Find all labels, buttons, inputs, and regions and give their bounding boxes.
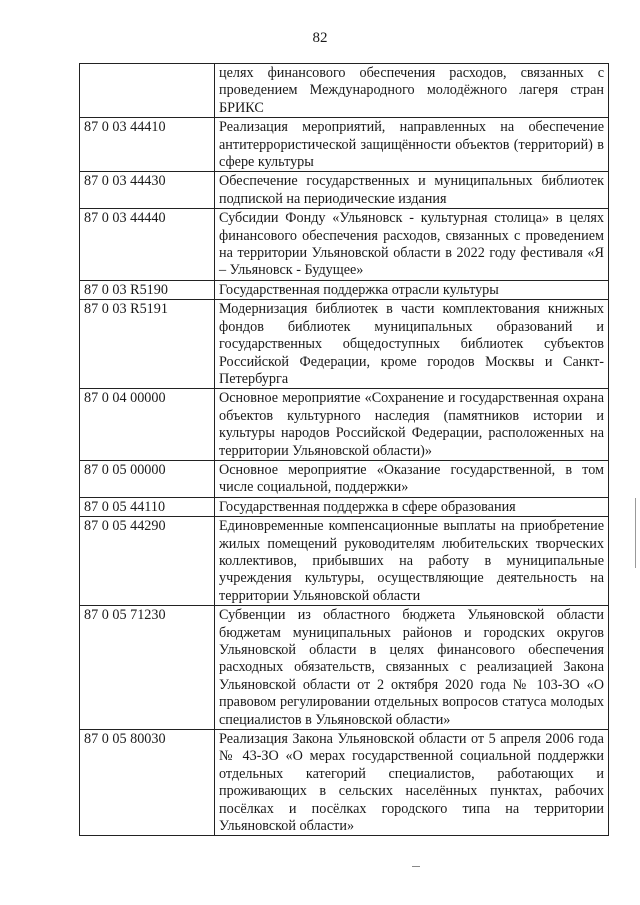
code-cell: 87 0 04 00000 <box>80 389 215 461</box>
table-row <box>80 209 609 281</box>
code-cell: 87 0 03 R5190 <box>80 280 215 299</box>
description-cell: Реализация Закона Ульяновской области от 5 апреля 2006 года № 43-ЗО «О мерах государственной социальной поддержки отдельных категорий специалистов, работающих и проживающих в сельских населённых пунктах, рабочих посёлках и посёлках городского типа на территории Ульяновской области» <box>215 730 609 836</box>
table-row <box>80 172 609 209</box>
table-row <box>80 389 609 461</box>
table-row <box>80 300 609 389</box>
table-row <box>80 64 609 118</box>
code-cell: 87 0 05 00000 <box>80 460 215 497</box>
code-cell: 87 0 05 71230 <box>80 606 215 730</box>
table-row <box>80 460 609 497</box>
description-cell: Государственная поддержка в сфере образования <box>215 497 609 516</box>
code-cell: 87 0 05 80030 <box>80 730 215 836</box>
table-row <box>80 517 609 606</box>
table-row <box>80 606 609 730</box>
code-cell: 87 0 03 R5191 <box>80 300 215 389</box>
table-row <box>80 497 609 516</box>
code-cell: 87 0 05 44290 <box>80 517 215 606</box>
scan-artifact-dot <box>412 866 420 867</box>
description-cell: целях финансового обеспечения расходов, связанных с проведением Международного молодёжного лагеря стран БРИКС <box>215 64 609 118</box>
description-cell: Государственная поддержка отрасли культуры <box>215 280 609 299</box>
description-cell: Обеспечение государственных и муниципальных библиотек подпиской на периодические издания <box>215 172 609 209</box>
description-cell: Модернизация библиотек в части комплектования книжных фондов библиотек муниципальных образований и государственных общедоступных библиотек субъектов Российской Федерации, кроме городов Москвы и Санкт-Петербурга <box>215 300 609 389</box>
page-number: 82 <box>312 30 328 46</box>
table-row <box>80 118 609 172</box>
budget-code-table <box>79 63 609 836</box>
description-cell: Реализация мероприятий, направленных на обеспечение антитеррористической защищённости объектов (территорий) в сфере культуры <box>215 118 609 172</box>
code-cell: 87 0 05 44110 <box>80 497 215 516</box>
code-cell: 87 0 03 44440 <box>80 209 215 281</box>
code-cell: 87 0 03 44430 <box>80 172 215 209</box>
description-cell: Субсидии Фонду «Ульяновск - культурная столица» в целях финансового обеспечения расходов, связанных с проведением на территории Ульяновской области в 2022 году фестиваля «Я – Ульяновск - Будущее» <box>215 209 609 281</box>
description-cell: Единовременные компенсационные выплаты на приобретение жилых помещений руководителям любительских творческих коллективов, прибывших на работу в муниципальные учреждения культуры, осуществляющие деятельность на территории Ульяновской области <box>215 517 609 606</box>
scan-artifact-mark <box>635 498 636 568</box>
code-cell <box>80 64 215 118</box>
table-row <box>80 280 609 299</box>
description-cell: Субвенции из областного бюджета Ульяновской области бюджетам муниципальных районов и городских округов Ульяновской области в целях финансового обеспечения расходных обязательств, связанных с реализацией Закона Ульяновской области от 2 октября 2020 года № 103-ЗО «О правовом регулировании отдельных вопросов статуса молодых специалистов в Ульяновской области» <box>215 606 609 730</box>
description-cell: Основное мероприятие «Оказание государственной, в том числе социальной, поддержки» <box>215 460 609 497</box>
table-row <box>80 730 609 836</box>
code-cell: 87 0 03 44410 <box>80 118 215 172</box>
description-cell: Основное мероприятие «Сохранение и государственная охрана объектов культурного наследия (памятников истории и культуры народов Российской Федерации, расположенных на территории Ульяновской области)» <box>215 389 609 461</box>
